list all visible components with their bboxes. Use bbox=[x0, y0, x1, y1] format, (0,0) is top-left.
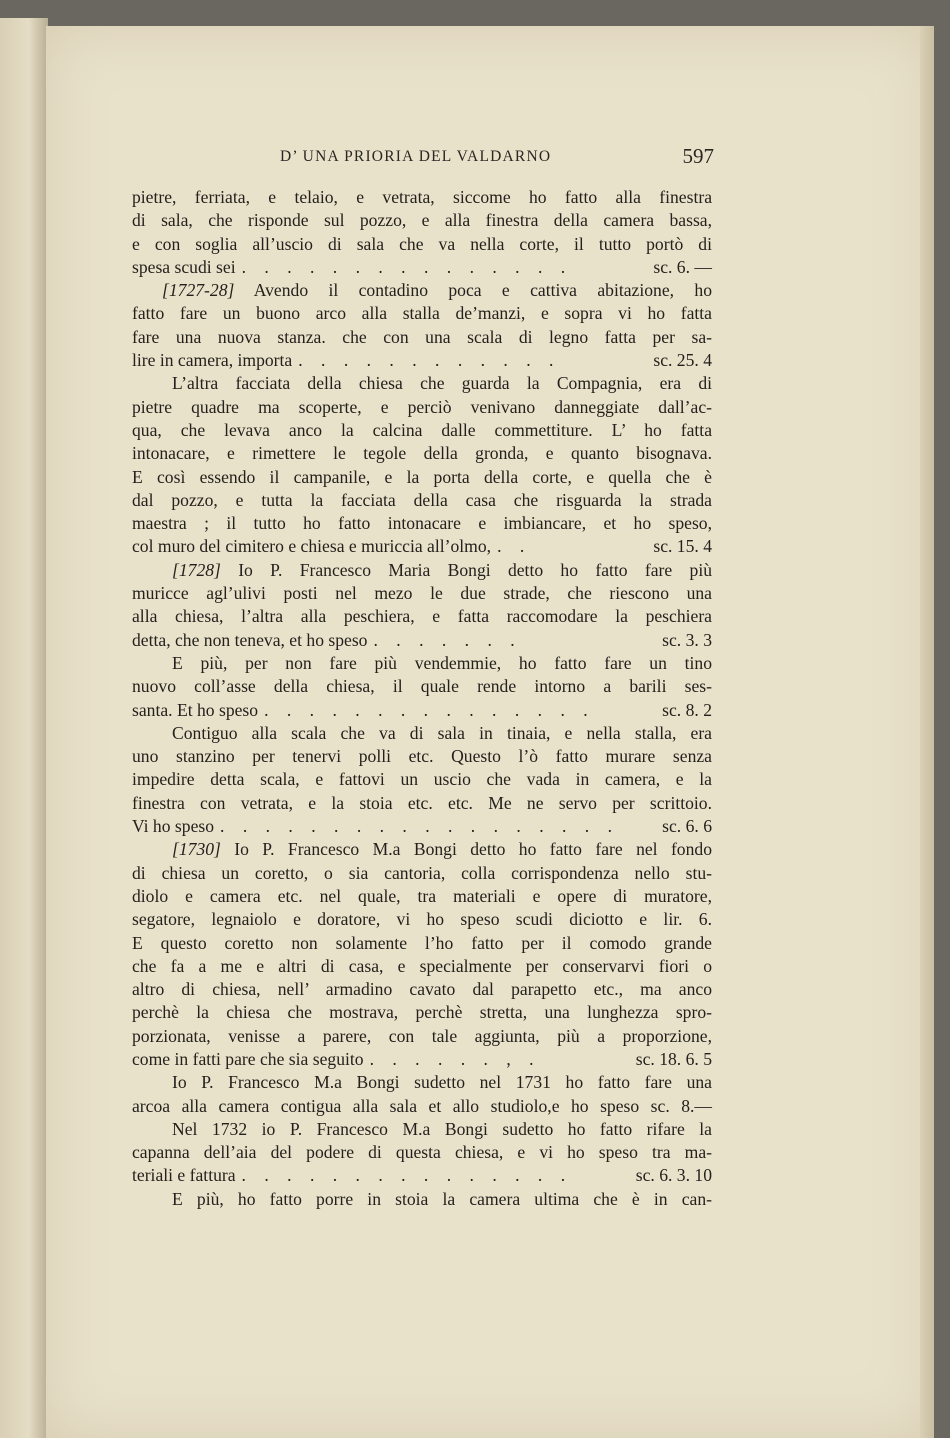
year-marker: [1727-28] bbox=[162, 280, 235, 301]
expense-amount: sc. 18. 6. 5 bbox=[635, 1048, 712, 1069]
expense-amount: sc. 15. 4 bbox=[653, 536, 712, 557]
expense-line bbox=[132, 1048, 712, 1071]
expense-text: Vi ho speso bbox=[132, 816, 215, 837]
text-line: Io P. Francesco M.a Bongi sudetto nel 1731 ho fatto fare una bbox=[172, 1072, 712, 1093]
page-number: 597 bbox=[682, 144, 714, 168]
text-line: qua, che levava anco la calcina dalle commettiture. L’ ho fatta bbox=[132, 419, 712, 440]
text-line: alla chiesa, l’altra alla peschiera, e fatta raccomodare la peschiera bbox=[132, 606, 712, 627]
text-line: maestra ; il tutto ho fatto intonacare e imbiancare, et ho speso, bbox=[132, 513, 712, 534]
expense-text: spesa scudi sei bbox=[132, 256, 236, 277]
text-line: fatto fare un buono arco alla stalla de’manzi, e sopra vi ho fatta bbox=[132, 303, 712, 324]
expense-line bbox=[132, 1164, 712, 1187]
expense-amount: sc. 6. 3. 10 bbox=[635, 1165, 712, 1186]
expense-amount: sc. 6. — bbox=[653, 256, 712, 277]
text-line: pietre, ferriata, e telaio, e vetrata, siccome ho fatto alla finestra bbox=[132, 187, 712, 207]
text-line: finestra con vetrata, e la stoia etc. etc. Me ne servo per scrittoio. bbox=[132, 792, 712, 813]
expense-amount: sc. 3. 3 bbox=[662, 629, 712, 650]
text-line: E più, per non fare più vendemmie, ho fatto fare un tino bbox=[172, 652, 712, 673]
text-line: Contiguo alla scala che va di sala in tinaia, e nella stalla, era bbox=[172, 722, 712, 743]
text-line: di chiesa un coretto, o sia cantoria, colla corrispondenza nello stu- bbox=[132, 862, 712, 883]
text-line: capanna dell’aia del podere di questa chiesa, e vi ho speso tra ma- bbox=[132, 1142, 712, 1163]
expense-text: come in fatti pare che sia seguito bbox=[132, 1048, 364, 1069]
leader-dots: . . . . . . , . bbox=[369, 1048, 541, 1069]
text-line: Nel 1732 io P. Francesco M.a Bongi sudetto ho fatto rifare la bbox=[172, 1118, 712, 1139]
expense-amount: sc. 25. 4 bbox=[653, 350, 712, 371]
leader-dots: . . . . . . . . . . . . . . . bbox=[241, 1165, 573, 1186]
text-line: diolo e camera etc. nel quale, tra materiali e opere di muratore, bbox=[132, 885, 712, 906]
text-line: intonacare, e rimettere le tegole della gronda, e quanto bisognava. bbox=[132, 443, 712, 464]
text-line: E questo coretto non solamente l’ho fatto per il comodo grande bbox=[132, 932, 712, 953]
text-line: fare una nuova stanza. che con una scala di legno fatta per sa- bbox=[132, 326, 712, 347]
expense-text: teriali e fattura bbox=[132, 1165, 236, 1186]
expense-text: santa. Et ho speso bbox=[132, 699, 259, 720]
text-line: e con soglia all’uscio di sala che va nella corte, il tutto portò di bbox=[132, 233, 712, 254]
leader-dots: . . . . . . . . . . . . . . . . . . bbox=[220, 816, 619, 837]
year-marker: [1730] bbox=[172, 839, 221, 860]
text-line: [1727-28] Avendo il contadino poca e cattiva abitazione, ho bbox=[162, 280, 712, 301]
page-edge bbox=[920, 26, 934, 1438]
text-line: uno stanzino per tenervi polli etc. Questo l’ò fatto murare senza bbox=[132, 746, 712, 767]
leader-dots: . . . . . . . . . . . . . . . bbox=[264, 699, 595, 720]
expense-text: lire in camera, importa bbox=[132, 350, 293, 371]
text-line: che fa a me e altri di casa, e specialmente per conservarvi fiori o bbox=[132, 955, 712, 976]
expense-line bbox=[132, 699, 712, 722]
page-body bbox=[132, 186, 712, 1211]
leader-dots: . . bbox=[497, 536, 532, 557]
text-line: segatore, legnaiolo e doratore, vi ho speso scudi diciotto e lir. 6. bbox=[132, 909, 712, 930]
expense-amount: sc. 8. 2 bbox=[662, 699, 712, 720]
text-line: [1730] Io P. Francesco M.a Bongi detto ho fatto fare nel fondo bbox=[172, 839, 712, 860]
text-line: pietre quadre ma scoperte, e perciò venivano danneggiate dall’ac- bbox=[132, 396, 712, 417]
leader-dots: . . . . . . . bbox=[373, 629, 522, 650]
expense-line bbox=[132, 629, 712, 652]
text-line: muricce agl’ulivi posti nel mezo le due strade, che riescono una bbox=[132, 583, 712, 604]
text-line: E così essendo il campanile, e la porta della corte, e quella che è bbox=[132, 466, 712, 487]
text-line: E più, ho fatto porre in stoia la camera ultima che è in can- bbox=[172, 1188, 712, 1209]
leader-dots: . . . . . . . . . . . . . . . bbox=[241, 256, 573, 277]
text-line: L’altra facciata della chiesa che guarda la Compagnia, era di bbox=[172, 373, 712, 394]
text-line: impedire detta scala, e fattovi un uscio che vada in camera, e la bbox=[132, 769, 712, 790]
text-line: nuovo coll’asse della chiesa, il quale rende intorno a barili ses- bbox=[132, 676, 712, 697]
expense-line bbox=[132, 256, 712, 279]
expense-line bbox=[132, 349, 712, 372]
expense-amount: sc. 6. 6 bbox=[662, 816, 712, 837]
expense-line bbox=[132, 815, 712, 838]
text-line: arcoa alla camera contigua alla sala et allo studiolo,e ho speso sc. 8.— bbox=[132, 1095, 712, 1116]
expense-line bbox=[132, 535, 712, 558]
text-line: [1728] Io P. Francesco Maria Bongi detto ho fatto fare più bbox=[172, 559, 712, 580]
running-title: D’ UNA PRIORIA DEL VALDARNO bbox=[280, 148, 552, 165]
text-line: di sala, che risponde sul pozzo, e alla finestra della camera bassa, bbox=[132, 210, 712, 231]
text-line: perchè la chiesa che mostrava, perchè stretta, una lunghezza spro- bbox=[132, 1002, 712, 1023]
year-marker: [1728] bbox=[172, 559, 221, 580]
expense-text: detta, che non teneva, et ho speso bbox=[132, 629, 368, 650]
text-line: altro di chiesa, nell’ armadino cavato dal parapetto etc., ma anco bbox=[132, 979, 712, 1000]
text-line: dal pozzo, e tutta la facciata della casa che risguarda la strada bbox=[132, 489, 712, 510]
facing-page-edge bbox=[0, 18, 48, 1438]
leader-dots: . . . . . . . . . . . . bbox=[298, 350, 561, 371]
expense-text: col muro del cimitero e chiesa e muriccia all’olmo, bbox=[132, 536, 492, 557]
text-line: porzionata, venisse a parere, con tale aggiunta, più a proporzione, bbox=[132, 1025, 712, 1046]
